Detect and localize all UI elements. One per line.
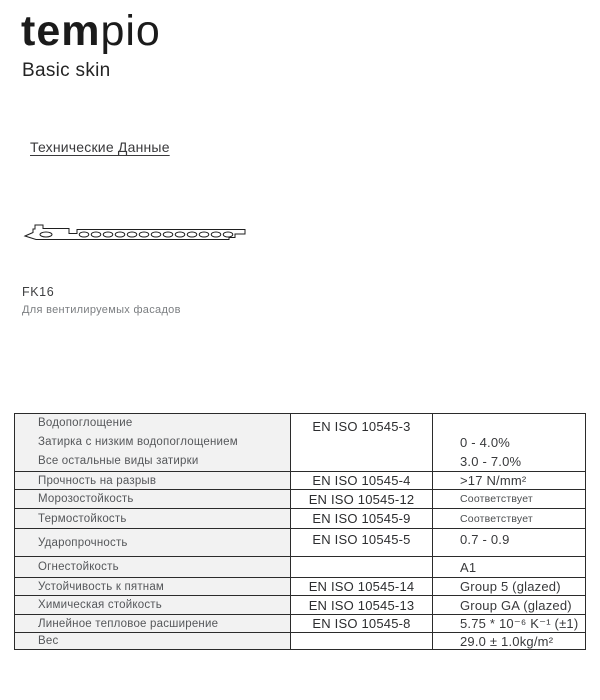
value-line: 3.0 - 7.0%	[460, 454, 522, 469]
value-line: 0 - 4.0%	[460, 435, 511, 450]
value-line	[460, 417, 585, 433]
standard-cell: EN ISO 10545-14	[291, 578, 433, 595]
panel-cross-section-icon	[21, 216, 251, 242]
property-cell: Вес	[15, 633, 291, 649]
standard-cell	[291, 633, 433, 649]
product-line-title: Basic skin	[22, 60, 111, 81]
standard-cell: EN ISO 10545-9	[291, 509, 433, 528]
standard-cell	[291, 414, 433, 471]
standard-cell: EN ISO 10545-5	[291, 529, 433, 556]
brand-logo	[21, 6, 161, 56]
standard-cell: EN ISO 10545-8	[291, 615, 433, 632]
product-description: Для вентилируемых фасадов	[22, 304, 181, 316]
brand-logo-bold-part: tem	[21, 7, 101, 55]
property-cell: Прочность на разрыв	[15, 472, 291, 489]
table-row-thermal-expansion	[15, 614, 585, 632]
table-row-tensile-strength	[15, 471, 585, 489]
value-cell: A1	[460, 559, 477, 575]
property-cell: Ударопрочность	[15, 529, 291, 556]
property-cell: Термостойкость	[15, 509, 291, 528]
property-cell: Линейное тепловое расширение	[15, 615, 291, 632]
standard-cell: EN ISO 10545-4	[291, 472, 433, 489]
property-cell: Устойчивость к пятнам	[15, 578, 291, 595]
table-row-frost-resistance	[15, 489, 585, 508]
standard-cell	[291, 557, 433, 577]
property-line: Водопоглощение	[38, 417, 133, 429]
property-cell	[15, 414, 291, 471]
technical-data-table	[14, 413, 586, 650]
table-row-thermal-resistance	[15, 508, 585, 528]
technical-data-heading: Технические Данные	[30, 139, 170, 155]
value-cell: 5.75 * 10⁻⁶ K⁻¹ (±1)	[460, 615, 579, 631]
value-cell: >17 N/mm²	[460, 473, 527, 488]
property-cell: Огнестойкость	[15, 557, 291, 577]
standard-cell: EN ISO 10545-13	[291, 596, 433, 614]
brand-logo-light-part: pio	[100, 7, 161, 55]
table-row-impact-resistance	[15, 528, 585, 556]
value-cell: Соответствует	[460, 512, 533, 525]
product-code: FK16	[22, 285, 55, 299]
value-cell: Соответствует	[460, 493, 533, 505]
value-cell: 0.7 - 0.9	[460, 532, 510, 547]
property-cell: Химическая стойкость	[15, 596, 291, 614]
standard-cell: EN ISO 10545-12	[291, 490, 433, 508]
value-cell: 29.0 ± 1.0kg/m²	[460, 633, 554, 649]
value-cell	[433, 414, 585, 471]
table-row-weight	[15, 632, 585, 649]
table-row-stain-resistance	[15, 577, 585, 595]
table-row-fire-resistance	[15, 556, 585, 577]
property-line: Затирка с низким водопоглощением	[38, 436, 238, 448]
table-row-chemical-resistance	[15, 595, 585, 614]
property-line: Все остальные виды затирки	[38, 455, 199, 467]
value-cell: Group 5 (glazed)	[460, 579, 561, 594]
standard-label: EN ISO 10545-3	[312, 419, 411, 434]
table-row-water-absorption	[15, 414, 585, 471]
value-cell: Group GA (glazed)	[460, 597, 572, 613]
property-cell: Морозостойкость	[15, 490, 291, 508]
